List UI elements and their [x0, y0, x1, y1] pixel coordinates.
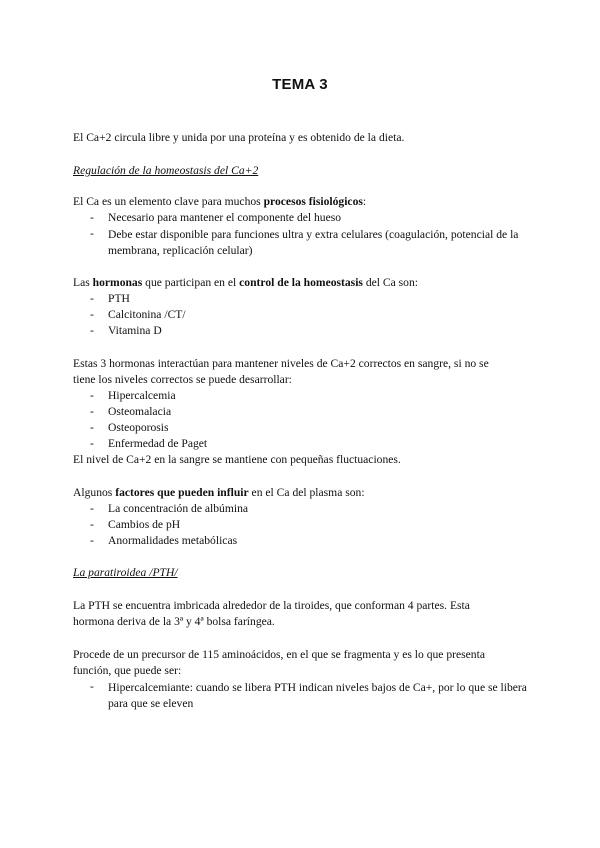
bullet-dash: - [90, 518, 94, 531]
page-title: TEMA 3 [272, 76, 328, 93]
bullet-dash: - [90, 389, 94, 402]
bullet-dash: - [90, 211, 94, 224]
bold-run: procesos fisiológicos [263, 195, 363, 208]
bullet-dash: - [90, 308, 94, 321]
text-run: que participan en el [142, 276, 240, 289]
bullet-dash: - [90, 292, 94, 305]
section-heading-regulacion: Regulación de la homeostasis del Ca+2 [73, 164, 259, 177]
text-run: Algunos [73, 486, 116, 499]
text-run: Las [73, 276, 93, 289]
paragraph-hormonas [73, 276, 418, 290]
bullet-dash: - [90, 534, 94, 547]
text-run: : [362, 195, 367, 208]
bold-run: control de la homeostasis [239, 276, 363, 289]
bullet-dash: - [90, 437, 94, 450]
list-item-text: Osteoporosis [108, 421, 169, 434]
intro-paragraph: El Ca+2 circula libre y unida por una proteína y es obtenido de la dieta. [73, 131, 405, 144]
text-run: del Ca son: [362, 276, 419, 289]
paragraph-interaccion-line2: tiene los niveles correctos se puede desarrollar: [73, 373, 292, 386]
list-item-text: Cambios de pH [108, 518, 181, 531]
bullet-dash: - [90, 324, 94, 337]
paragraph-interaccion-line1: Estas 3 hormonas interactúan para mantener niveles de Ca+2 correctos en sangre, si no se [73, 357, 489, 370]
list-item-text: Debe estar disponible para funciones ultra y extra celulares (coagulación, potencial de la membrana, replicación celular) [108, 228, 519, 257]
bullet-dash: - [90, 421, 94, 434]
bullet-dash: - [90, 680, 94, 693]
list-item-text: Enfermedad de Paget [108, 437, 208, 450]
list-item-text: Necesario para mantener el componente del hueso [108, 211, 342, 224]
bullet-dash: - [90, 405, 94, 418]
bullet-dash: - [90, 227, 94, 240]
list-item-text: Hipercalcemiante: cuando se libera PTH indican niveles bajos de Ca+, por lo que se libera para que se eleven [108, 681, 527, 710]
list-item-text: Vitamina D [108, 324, 162, 337]
paragraph-procesos [73, 195, 366, 209]
paragraph-fluctuaciones: El nivel de Ca+2 en la sangre se mantiene con pequeñas fluctuaciones. [73, 453, 401, 466]
paragraph-factores [73, 486, 365, 500]
list-item-text: Anormalidades metabólicas [108, 534, 238, 547]
list-item-text: Calcitonina /CT/ [108, 308, 186, 321]
bold-run: factores que pueden influir [115, 486, 249, 499]
text-run: El Ca es un elemento clave para muchos [73, 195, 264, 208]
bullet-dash: - [90, 502, 94, 515]
paragraph-pth-line2: hormona deriva de la 3ª y 4ª bolsa faríngea. [73, 615, 275, 628]
list-item-text: Osteomalacia [108, 405, 172, 418]
paragraph-pth-line1: La PTH se encuentra imbricada alrededor de la tiroides, que conforman 4 partes. Esta [73, 599, 470, 612]
bold-run: hormonas [92, 276, 143, 289]
paragraph-precursor-line1: Procede de un precursor de 115 aminoácidos, en el que se fragmenta y es lo que presenta [73, 648, 485, 661]
list-item-text: Hipercalcemia [108, 389, 176, 402]
text-run: en el Ca del plasma son: [248, 486, 365, 499]
paragraph-precursor-line2: función, que puede ser: [73, 664, 182, 677]
section-heading-paratiroidea: La paratiroidea /PTH/ [73, 566, 178, 579]
list-item-text: La concentración de albúmina [108, 502, 249, 515]
list-item-text: PTH [108, 292, 130, 305]
